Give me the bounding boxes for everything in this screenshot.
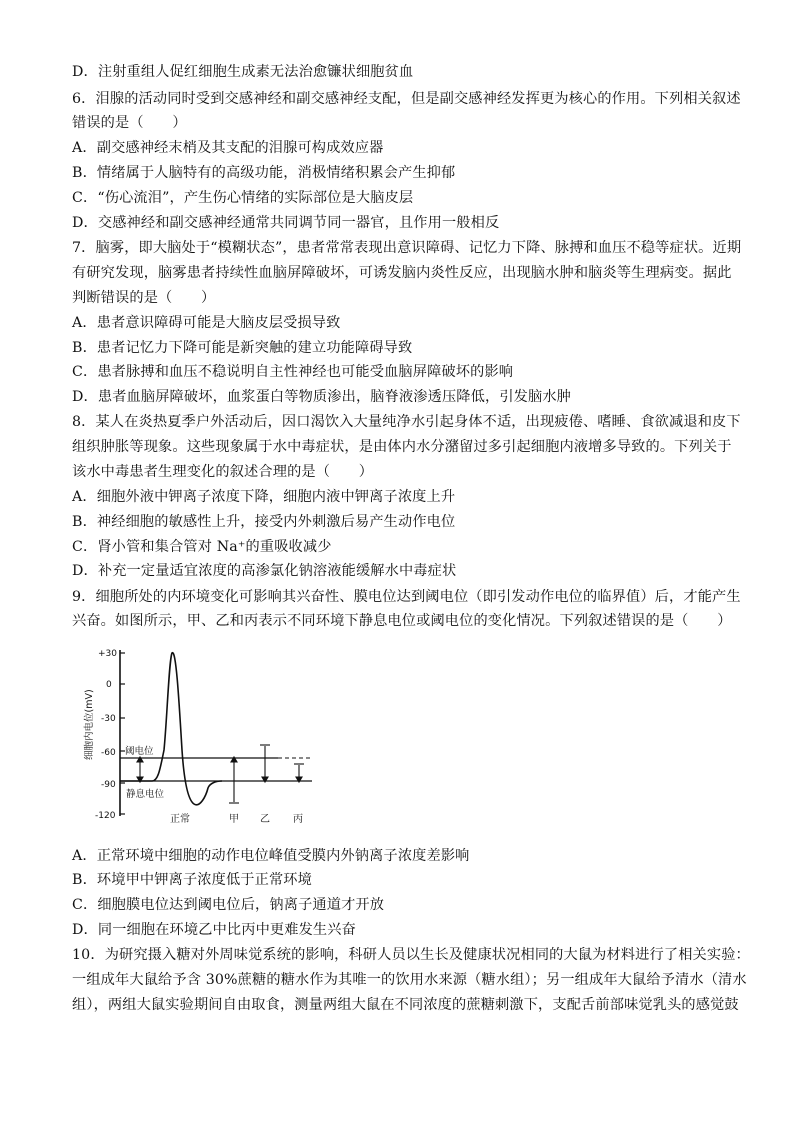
q8-stem-line-3: 该水中毒患者生理变化的叙述合理的是（ ）: [72, 464, 374, 480]
q8-stem-line-2: 组织肿胀等现象。这些现象属于水中毒症状，是由体内水分潴留过多引起细胞内液增多导致的。下列关于: [72, 439, 732, 455]
q9-option-a: A．正常环境中细胞的动作电位峰值受膜内外钠离子浓度差影响: [72, 848, 470, 864]
q10-stem-line-1: 10．为研究摄入糖对外周味觉系统的影响，科研人员以生长及健康状况相同的大鼠为材料进行了相关实验：: [72, 947, 750, 963]
x-label-bing: 丙: [293, 814, 303, 825]
q6-option-d: D．交感神经和副交感神经通常共同调节同一器官，且作用一般相反: [72, 215, 500, 231]
q7-option-b: B．患者记忆力下降可能是新突触的建立功能障碍导致: [72, 340, 413, 356]
q10-stem-line-2: 一组成年大鼠给予含 30%蔗糖的糖水作为其唯一的饮用水来源（糖水组）；另一组成年大鼠给予清水（清水: [72, 972, 747, 988]
q7-stem-line-2: 有研究发现，脑雾患者持续性血脑屏障破坏，可诱发脑内炎性反应，出现脑水肿和脑炎等生理病变。据此: [72, 265, 732, 281]
q9-option-c: C．细胞膜电位达到阈电位后，钠离子通道才开放: [72, 897, 385, 913]
q8-option-d: D．补充一定量适宜浓度的高渗氯化钠溶液能缓解水中毒症状: [72, 563, 457, 579]
q7-option-d: D．患者血脑屏障破坏，血浆蛋白等物质渗出，脑脊液渗透压降低，引发脑水肿: [72, 389, 572, 405]
x-label-yi: 乙: [260, 814, 270, 825]
threshold-label: 阈电位: [125, 746, 154, 757]
q9-stem-line-1: 9．细胞所处的内环境变化可影响其兴奋性、膜电位达到阈电位（即引发动作电位的临界值）后，才能产生: [72, 589, 741, 605]
x-label-jia: 甲: [229, 814, 239, 825]
resting-label: 静息电位: [126, 789, 165, 800]
q8-stem-line-1: 8．某人在炎热夏季户外活动后，因口渴饮入大量纯净水引起身体不适，出现疲倦、嗜睡、食欲减退和皮下: [72, 414, 741, 430]
action-potential-curve: [120, 653, 222, 805]
q8-option-b: B．神经细胞的敏感性上升，接受内外刺激后易产生动作电位: [72, 514, 456, 530]
q6-stem-line-1: 6．泪腺的活动同时受到交感神经和副交感神经支配，但是副交感神经发挥更为核心的作用。下列相关叙述: [72, 91, 741, 107]
q6-stem-line-2: 错误的是（ ）: [72, 115, 187, 131]
q8-option-c: C．肾小管和集合管对 Na⁺的重吸收减少: [72, 539, 332, 555]
y-tick-label: -60: [101, 748, 116, 758]
y-tick-label: -30: [101, 714, 116, 724]
yi-arrow: [260, 745, 270, 782]
membrane-potential-diagram: [70, 640, 320, 830]
q10-stem-line-3: 组），两组大鼠实验期间自由取食，测量两组大鼠在不同浓度的蔗糖刺激下，支配舌前部味觉乳头的感觉鼓: [72, 997, 739, 1013]
normal-arrow: [137, 757, 143, 782]
y-tick-label: 0: [106, 680, 112, 690]
q7-stem-line-1: 7．脑雾，即大脑处于“模糊状态”，患者常常表现出意识障碍、记忆力下降、脉搏和血压不稳等症状。近期: [72, 240, 742, 256]
y-tick-label: -120: [95, 811, 116, 821]
q5-option-d: D．注射重组人促红细胞生成素无法治愈镰状细胞贫血: [72, 64, 414, 80]
jia-arrow: [229, 757, 239, 803]
q7-option-c: C．患者脉搏和血压不稳说明自主性神经也可能受血脑屏障破坏的影响: [72, 364, 514, 380]
y-axis-label: 细胞内电位(mV): [84, 689, 95, 760]
y-tick-label: +30: [98, 649, 117, 659]
y-tick-label: -90: [101, 780, 116, 790]
q9-option-d: D．同一细胞在环境乙中比丙中更难发生兴奋: [72, 922, 356, 938]
q6-option-b: B．情绪属于人脑特有的高级功能，消极情绪积累会产生抑郁: [72, 165, 456, 181]
q8-option-a: A．细胞外液中钾离子浓度下降，细胞内液中钾离子浓度上升: [72, 489, 456, 505]
bing-arrow: [294, 764, 304, 782]
membrane-potential-figure: [70, 640, 320, 830]
q6-option-a: A．副交感神经末梢及其支配的泪腺可构成效应器: [72, 140, 384, 156]
x-label-normal: 正常: [170, 814, 190, 825]
q7-option-a: A．患者意识障碍可能是大脑皮层受损导致: [72, 315, 341, 331]
q9-stem-line-2: 兴奋。如图所示，甲、乙和丙表示不同环境下静息电位或阈电位的变化情况。下列叙述错误的是（ ）: [72, 613, 732, 629]
q7-stem-line-3: 判断错误的是（ ）: [72, 290, 216, 306]
q9-option-b: B．环境甲中钾离子浓度低于正常环境: [72, 872, 312, 888]
q6-option-c: C．“伤心流泪”，产生伤心情绪的实际部位是大脑皮层: [72, 190, 414, 206]
